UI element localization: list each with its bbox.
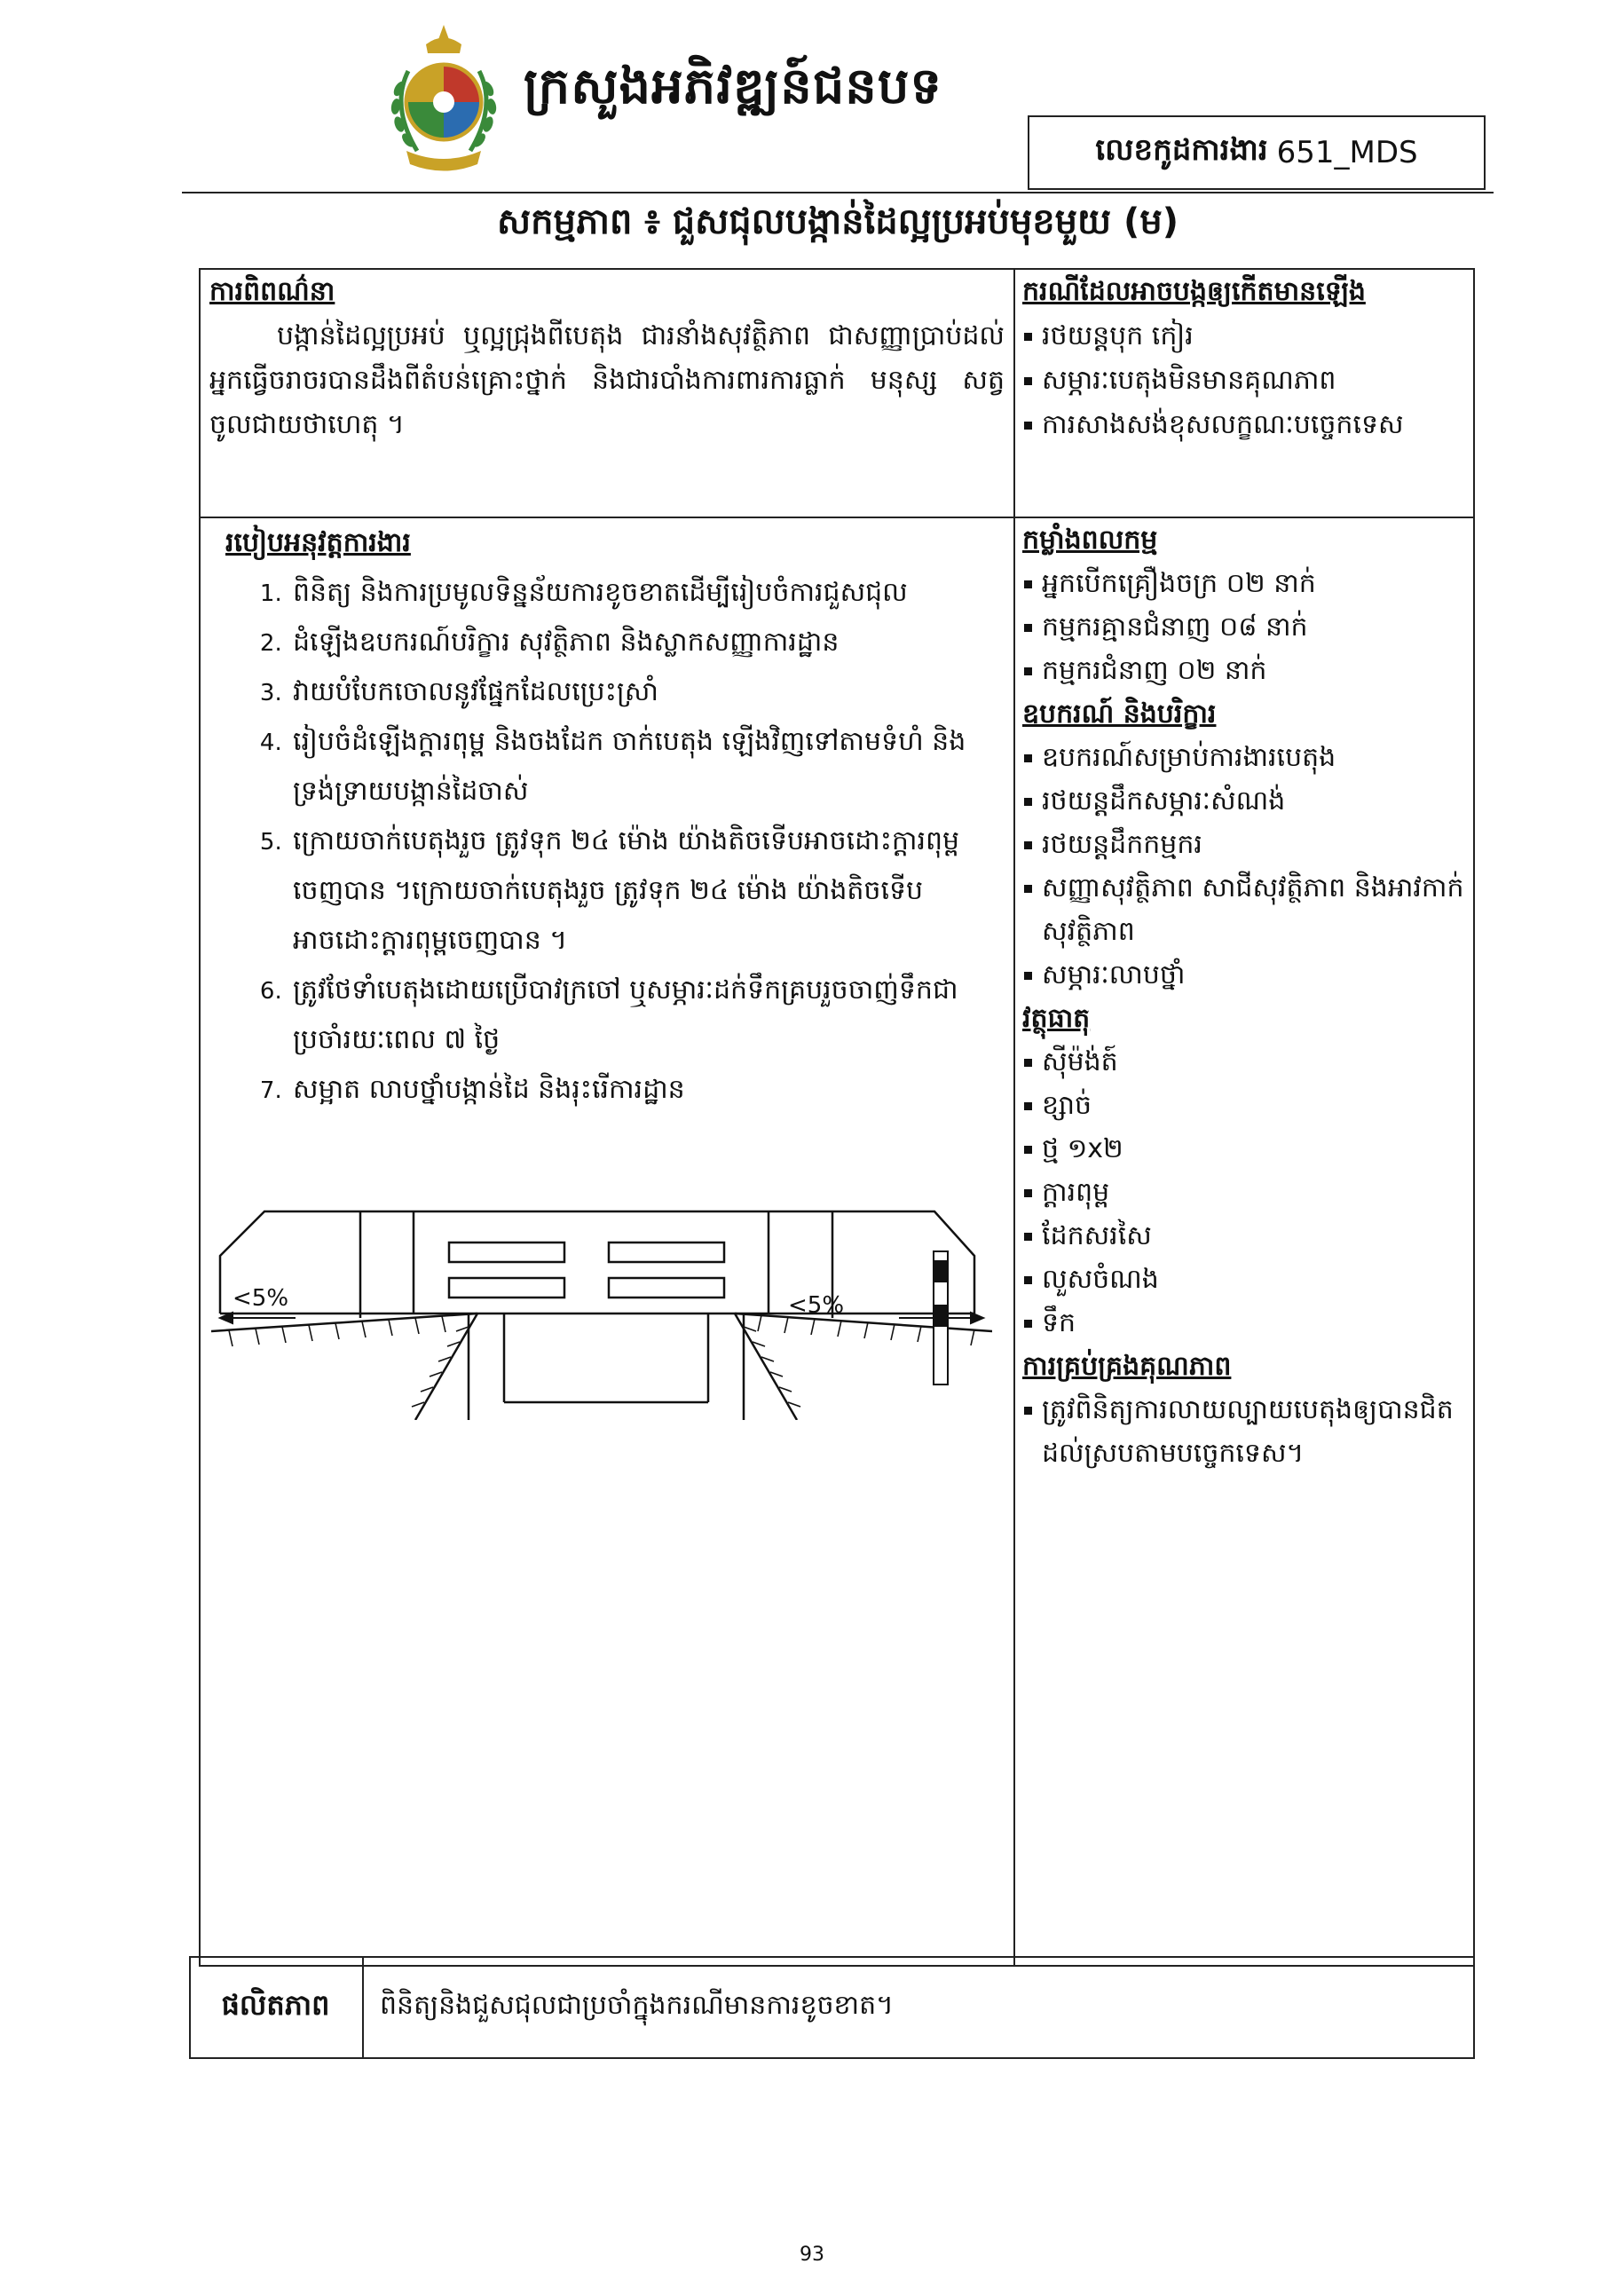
description-heading: ការពិពណ៌នា [209, 276, 335, 307]
header-divider [182, 192, 1494, 193]
causes-list [1022, 314, 1466, 447]
ministry-logo [382, 18, 506, 173]
procedure-step: 2. ដំឡើងឧបករណ៍បរិក្ខារ សុវត្ថិភាព និងស្លាកសញ្ញាការដ្ឋាន [289, 618, 1005, 667]
list-item: កម្មករជំនាញ ០២ នាក់ [1022, 649, 1466, 692]
list-item: សម្ភារៈបេតុងមិនមានគុណភាព [1022, 359, 1466, 403]
marker-post [934, 1251, 948, 1384]
procedure-step: 6. ត្រូវថែទាំបេតុងដោយប្រើបាវក្រចៅ ឬសម្ភារៈដក់ទឹកគ្របរួចចាញ់ទឹកជាប្រចាំរយៈពេល ៧ ថ្ងៃ [289, 966, 1005, 1065]
list-item: លួសចំណង [1022, 1258, 1466, 1301]
document-code-box [1028, 115, 1486, 190]
procedure-steps [225, 568, 1005, 1115]
list-item: ក្តារពុម្ព [1022, 1171, 1466, 1214]
activity-title: សកម្មភាព ៖ ជួសជុលបង្កាន់ដៃល្អប្រអប់មុខមួយ (ម) [497, 201, 1179, 242]
slope-label-left: <5% [233, 1285, 289, 1312]
ministry-name: ក្រសួងអភិវឌ្ឍន៍ជនបទ [524, 58, 942, 115]
description-text: បង្កាន់ដៃល្អប្រអប់ ឬល្អជ្រុងពីបេតុង ជារនាំងសុវត្ថិភាព ជាសញ្ញាប្រាប់ដល់អ្នកធ្វើចរាចរបានដឹងពីតំបន់គ្រោះថ្នាក់ និងជារបាំងការពារការធ្លាក់ មនុស្ស សត្វ ចូលជាយថាហេតុ ។ [209, 320, 1005, 440]
procedure-step: 5. ក្រោយចាក់បេតុងរួច ត្រូវទុក ២៤ ម៉ោង យ៉ាងតិចទើបអាចដោះក្តារពុម្ពចេញបាន ។ក្រោយចាក់បេតុងរួច ត្រូវទុក ២៤ ម៉ោង យ៉ាងតិចទើបអាចដោះក្តារពុម្ពចេញបាន ។ [289, 816, 1005, 966]
resources-section [1022, 518, 1466, 1475]
list-item: ខ្សាច់ [1022, 1084, 1466, 1127]
description-section [209, 270, 1005, 447]
list-item: កម្មករគ្មានជំនាញ ០៨ នាក់ [1022, 605, 1466, 649]
list-item: ទឹក [1022, 1301, 1466, 1345]
list-item: រថយន្តបុក កៀរ [1022, 314, 1466, 359]
equipment-list [1022, 736, 1466, 997]
quality-list [1022, 1388, 1466, 1475]
list-item: សម្ភារៈលាបថ្នាំ [1022, 953, 1466, 997]
output-text: ពិនិត្យនិងជួសជុលជាប្រចាំក្នុងករណីមានការខូចខាត។ [380, 1990, 894, 2021]
page-number: 93 [800, 2244, 824, 2266]
list-item: អ្នកបើកគ្រឿងចក្រ ០២ នាក់ [1022, 562, 1466, 605]
procedure-section [225, 518, 1005, 1115]
list-item: ដែកសរសៃ [1022, 1214, 1466, 1258]
procedure-step: 3. វាយបំបែកចោលនូវផ្នែកដែលប្រេះស្រាំ [289, 667, 1005, 717]
output-divider [362, 1956, 364, 2059]
quality-heading: ការគ្រប់គ្រងគុណភាព [1022, 1351, 1232, 1382]
slope-label-right: <5% [788, 1292, 845, 1319]
procedure-heading: របៀបអនុវត្តការងារ [225, 527, 411, 558]
equipment-heading: ឧបករណ៍ និងបរិក្ខារ [1022, 698, 1217, 730]
document-code-label: លេខកូដការងារ [1095, 132, 1268, 168]
output-label: ផលិតភាព [221, 1987, 330, 2022]
workforce-list [1022, 562, 1466, 692]
procedure-step: 4. រៀបចំដំឡើងក្តារពុម្ព និងចងដែក ចាក់បេតុង ឡើងវិញទៅតាមទំហំ និងទ្រង់ទ្រាយបង្កាន់ដៃចាស់ [289, 717, 1005, 816]
document-code-value: 651_MDS [1276, 135, 1418, 170]
workforce-heading: កម្លាំងពលកម្ម [1022, 525, 1158, 556]
procedure-step: 1. ពិនិត្យ និងការប្រមូលទិន្នន័យការខូចខាតដើម្បីរៀបចំការជួសជុល [289, 568, 1005, 618]
procedure-step: 7. សម្អាត លាបថ្នាំបង្កាន់ដៃ និងរុះរើការដ្ឋាន [289, 1065, 1005, 1115]
table-column-divider [1013, 268, 1015, 1967]
materials-heading: វត្ថុធាតុ [1022, 1003, 1091, 1034]
list-item: ឧបករណ៍សម្រាប់ការងារបេតុង [1022, 736, 1466, 779]
materials-list [1022, 1040, 1466, 1345]
guardrail-diagram [211, 1207, 992, 1420]
causes-heading: ករណីដែលអាចបង្កឲ្យកើតមានឡើង [1022, 276, 1366, 307]
list-item: សញ្ញាសុវត្ថិភាព សាជីសុវត្ថិភាព និងអាវកាក់សុវត្ថិភាព [1022, 866, 1466, 953]
list-item: ត្រូវពិនិត្យការលាយល្បាយបេតុងឲ្យបានជិតដល់ស្របតាមបច្ចេកទេស។ [1022, 1388, 1466, 1475]
list-item: ស៊ីម៉ង់ត៍ [1022, 1040, 1466, 1084]
list-item: ការសាងសង់ខុសលក្ខណៈបច្ចេកទេស [1022, 403, 1466, 447]
list-item: ថ្ម ១x២ [1022, 1127, 1466, 1171]
list-item: រថយន្តដឹកសម្ភារៈសំណង់ [1022, 779, 1466, 823]
list-item: រថយន្តដឹកកម្មករ [1022, 823, 1466, 866]
causes-section [1022, 270, 1466, 447]
